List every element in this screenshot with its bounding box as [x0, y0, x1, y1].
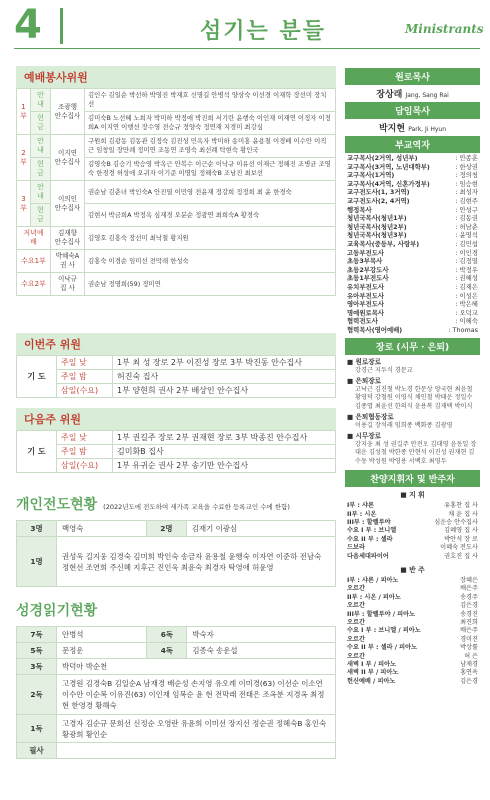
service-text: 1부 유귀순 권사 2부 송기만 안수집사: [113, 459, 336, 473]
prayer-label: 기 도: [17, 431, 57, 473]
conductor-heading: ■ 지 휘: [400, 491, 425, 500]
associate-row-name: : 이성은: [455, 291, 478, 300]
accompanist-row: [347, 644, 478, 652]
role-cell: 안내: [31, 135, 51, 158]
conductor-row: [347, 553, 478, 561]
associate-row-role: 청년국목사(청년2부): [347, 222, 407, 231]
this-week-table: [16, 355, 336, 398]
associate-row-role: 교구목사(3거역, 노년대학부): [347, 162, 430, 171]
conductor-row-name: 심운승 안수집사: [434, 518, 478, 526]
next-week-table: [16, 430, 336, 473]
accompanist-row-role: 헌신예배 / 피아노: [347, 677, 396, 685]
evangelism-section: [16, 494, 336, 587]
associate-row: [347, 206, 478, 215]
role-cell: 헌금: [31, 112, 51, 135]
associate-row-name: : 임승현: [455, 179, 478, 188]
accompanist-row-role: 수요 II 부 : 셀라 / 피아노: [347, 644, 418, 652]
names-cell: 박숙자: [187, 627, 336, 643]
accompanist-row: [347, 594, 478, 602]
role-cell: 안내: [31, 181, 51, 204]
associate-row-name: : 정의청: [455, 171, 478, 180]
associate-row-role: 청년국목사(청년1부): [347, 214, 407, 223]
leader-cell: 이낙규 집 사: [51, 273, 85, 296]
associate-row-role: 교구전도사(2, 4거역): [347, 196, 410, 205]
table-row: [17, 521, 336, 537]
elder-group-heading: ■ 은퇴협동장로: [347, 413, 394, 422]
accompanist-row-role: 수요 I 부 : 브니엘 / 피아노: [347, 627, 421, 635]
senior-pastor-en: Jang, Sang Rai: [405, 92, 449, 99]
associate-row-name: : 이혜숙: [455, 317, 478, 326]
conductors-list: [345, 501, 480, 562]
count-label: 6독: [147, 627, 187, 643]
associate-row-name: : 안종훈: [455, 154, 478, 162]
names-cell: 구원희 김광동 김동관 김정숙 김진성 민옥자 박미하 송미홍 윤용철 이경배 이수안 이직근 임창일 장만례 정미연 조동연 조영숙 최선례 탁현숙 황인국: [85, 135, 336, 158]
service-text: 1부 최 성 장로 2부 이진성 장로 3부 박진동 안수집사: [113, 356, 336, 370]
conductor-row-name: 이혜숙 전도사: [440, 544, 478, 552]
names-cell: 김현서 박금희A 박정옥 심재경 오분순 정광연 최희숙A 황경숙: [85, 204, 336, 227]
associate-row-name: : 박은혜: [455, 300, 478, 309]
service-name: 주일 낮: [57, 356, 113, 370]
associate-row-role: 행정목사: [347, 205, 372, 214]
accompanist-row-name: 장혜은: [460, 576, 478, 584]
conductor-row: [347, 544, 478, 552]
table-row: [17, 715, 336, 743]
table-row: [17, 445, 336, 459]
conductor-row-name: 권호진 집 사: [444, 552, 478, 560]
table-row: [17, 250, 336, 273]
accompanist-row-role: 오르간: [347, 618, 365, 626]
conductor-row-role: 다음세대파이어: [347, 552, 389, 560]
table-row: [17, 643, 336, 659]
table-row: [17, 431, 336, 445]
names-cell: 김인수 김일순 박선하 박영진 박재호 신명길 안병석 양상숙 이선경 이재학 장선미 장치선: [85, 89, 336, 112]
accompanist-row-name: 홍연옥: [460, 669, 478, 677]
accompanist-row-name: 송경주: [460, 593, 478, 601]
associate-row: [347, 231, 478, 240]
leader-cell: 박혜숙A 권 사: [51, 250, 85, 273]
evangelism-table: [16, 520, 336, 587]
table-row: [17, 459, 336, 473]
part-cell: 저녁예배: [17, 227, 51, 250]
role-cell: 안내: [31, 89, 51, 112]
accompanist-row-role: 새벽 II 부 / 피아노: [347, 669, 399, 677]
page-title-en: Ministrants: [405, 22, 484, 36]
page-header: [0, 0, 490, 50]
table-row: [17, 135, 336, 158]
accompanist-row-name: 김은경: [460, 602, 478, 610]
associate-row-name: : 김재은: [455, 282, 478, 291]
conductor-row-role: I부 : 샤론: [347, 502, 375, 510]
associate-row: [347, 197, 478, 206]
associate-row-role: 유아부전도사: [347, 291, 385, 300]
this-week-section: [16, 333, 336, 398]
leader-cell: 이지연 안수집사: [51, 135, 85, 181]
conductor-row-role: II부 : 시온: [347, 510, 377, 518]
count-label: 필사: [17, 743, 57, 759]
bible-reading-section: [16, 600, 336, 759]
names-cell: 문정운: [57, 643, 147, 659]
accompanist-heading: ■ 반 주: [400, 565, 425, 574]
accompanist-row-role: II부 : 시온 / 피아노: [347, 593, 401, 601]
service-committee-table: [16, 88, 336, 296]
elders-list: [345, 355, 480, 467]
elders-heading: 장로 (시무 · 은퇴): [345, 338, 480, 355]
senior-pastor: [345, 85, 480, 100]
table-row: [17, 743, 336, 759]
names-cell: 김종숙 송운섭: [187, 643, 336, 659]
service-text: 1부 양현희 권사 2부 배상인 안수집사: [113, 384, 336, 398]
count-label: 7독: [17, 627, 57, 643]
count-label: 2독: [17, 675, 57, 715]
leader-cell: 조광행 안수집사: [51, 89, 85, 135]
table-row: [17, 627, 336, 643]
associate-row: [347, 300, 478, 309]
pastor: [345, 119, 480, 134]
elder-group-names: 고낙근 김진철 박노경 한문상 양국현 최윤철 황영덕 강철원 이영식 채인철 박태운 정일수 김종엽 최윤선 한의식 윤용복 김재택 박이식: [355, 386, 473, 410]
count-label: 2명: [146, 521, 186, 537]
associates-heading: 부교역자: [345, 136, 480, 153]
senior-pastor-name: 장상래: [376, 90, 403, 100]
associate-row-name: : 한상권: [455, 162, 478, 171]
table-row: [17, 273, 336, 296]
associate-row-role: 교구목사(1거역): [347, 171, 395, 180]
associate-row-role: 교구전도사(1, 3거역): [347, 188, 410, 197]
accompanist-row-role: 오르간: [347, 652, 365, 660]
accompanist-row-role: 새벽 I 부 / 피아노: [347, 661, 397, 668]
accompanist-row: [347, 602, 478, 610]
names-cell: 백영숙: [57, 521, 147, 537]
names-cell: 고경자 김순규 문희선 신정순 오영란 유윤희 이미선 장지선 정순권 정혜숙B 홍인숙 황광희 황인순: [57, 715, 336, 743]
count-label: 3명: [17, 521, 57, 537]
associate-row: [347, 274, 478, 283]
names-cell: 고경원 김경숙B 김일순A 남재경 배순성 손지영 유오례 이미경(63) 이선순 이소연 이수안 이순복 이유진(63) 이인재 임복순 윤 현 전막래 전태은 조옥분 지경옥 최정현 한영경 황해숙: [57, 675, 336, 715]
count-label: 4독: [147, 643, 187, 659]
table-row: [17, 384, 336, 398]
conductor-row: [347, 527, 478, 535]
associate-row-name: : 박정우: [455, 265, 478, 274]
associate-row: [347, 214, 478, 223]
accompanist-row: [347, 577, 478, 585]
associate-row-role: 교구목사(4거역, 신혼가정부): [347, 179, 430, 188]
accompanist-row: [347, 636, 478, 644]
accompanist-row: [347, 585, 478, 593]
service-text: 1부 권길주 장로 2부 권재현 장로 3부 박종진 안수집사: [113, 431, 336, 445]
service-name: 삼일(수요): [57, 459, 113, 473]
page-number-divider: [60, 8, 63, 44]
conductor-row-name: 김혜영 집 사: [444, 527, 478, 535]
associate-row: [347, 171, 478, 180]
table-row: [17, 356, 336, 370]
associate-row: [347, 154, 478, 163]
names-cell: 권순남 김춘녀 박인숙A 안진열 이민영 전윤재 정강희 정정희 최 윤 한경숙: [85, 181, 336, 204]
accompanists-list: [345, 576, 480, 687]
associate-row-name: : 이인경: [455, 248, 478, 257]
conductor-row-name: 박안석 장 로: [444, 535, 478, 543]
associate-row: [347, 317, 478, 326]
names-cell: 김재기 이광심: [186, 521, 335, 537]
pastor-name: 박지현: [378, 124, 406, 134]
pastor-en: Park, Ji Hyun: [408, 126, 447, 133]
accompanist-row: [347, 611, 478, 619]
associate-row-name: : 안성구: [455, 205, 478, 214]
associate-row-role: 초등1부전도사: [347, 274, 389, 283]
associate-row-role: 유치부전도사: [347, 282, 385, 291]
accompanist-row-name: 김은경: [460, 677, 478, 685]
next-week-title: 다음주 위원: [16, 408, 336, 430]
associate-row-role: 교구목사(2거역, 성년부): [347, 154, 418, 162]
conductor-row-role: 드보라: [347, 544, 365, 552]
associate-row: [347, 326, 478, 335]
elder-group-heading: ■ 시무장로: [347, 432, 382, 441]
service-name: 삼일(수요): [57, 384, 113, 398]
service-name: 주일 낮: [57, 431, 113, 445]
leader-cell: 이의인 안수집사: [51, 181, 85, 227]
accompanist-row-name: 허 은: [464, 652, 478, 660]
associate-row: [347, 257, 478, 266]
evangelism-header: [16, 494, 336, 514]
accompanist-row: [347, 627, 478, 635]
this-week-title: 이번주 위원: [16, 333, 336, 355]
accompanist-row-role: 오르간: [347, 585, 365, 593]
accompanist-row-name: 박상률: [460, 644, 478, 652]
associate-row-name: : 김정열: [455, 257, 478, 266]
count-label: 3독: [17, 659, 57, 675]
associate-row-role: 초등2부강도사: [347, 265, 389, 274]
page-number: 4: [14, 2, 42, 48]
bible-reading-title: 성경읽기현황: [16, 603, 98, 619]
evangelism-note: (2022년도에 전도하여 새가족 교육을 수료한 등록교인 수에 한함): [103, 503, 290, 511]
elder-group-names: 강지웅 최 성 권길주 안전오 김대영 윤동일 장대운 김성철 박한종 안현석 이진성 권재현 김수동 박성원 박영용 서백호 최영두: [355, 440, 477, 465]
accompanist-row-name: 송경진: [460, 610, 478, 618]
names-cell: 안병석: [57, 627, 147, 643]
conductor-row-name: 채 윤 집 사: [448, 510, 478, 518]
associate-row-name: : Thomas: [448, 325, 478, 334]
associate-row-role: 교육목사(중등부, 사랑부): [347, 239, 420, 248]
associate-row: [347, 292, 478, 301]
conductor-row-role: III부 : 할렐루야: [347, 518, 391, 526]
associate-row-name: : 권혜성: [455, 274, 478, 283]
associate-row-role: 초등3부목사: [347, 257, 383, 266]
accompanist-row-role: III부 : 할렐루야 / 피아노: [347, 610, 416, 618]
leader-cell: 김재향 안수집사: [51, 227, 85, 250]
accompanist-row-role: I부 : 샤론 / 피아노: [347, 576, 399, 584]
associate-row: [347, 163, 478, 172]
service-text: 김미화B 집사: [113, 445, 336, 459]
bible-reading-table: [16, 626, 336, 759]
associate-row-role: 영아부전도사: [347, 300, 385, 309]
senior-pastor-heading: 원로목사: [345, 68, 480, 85]
conductor-row: [347, 511, 478, 519]
names-cell: 김미숙B 노선혜 노희자 박미하 박정애 박진희 서기란 윤행숙 이인재 이재연 이정자 이정희A 이지연 이행선 장수영 전승규 정양숙 정연재 지경미 최강심: [85, 112, 336, 135]
page-title: 섬기는 분들: [200, 19, 326, 44]
associate-row-role: 청년국목사(청년3부): [347, 231, 407, 240]
part-cell: 수요1부: [17, 250, 51, 273]
part-cell: 2부: [17, 135, 31, 181]
service-committee-section: [16, 66, 336, 296]
associates-list: [345, 153, 480, 335]
table-row: [17, 659, 336, 675]
associate-row: [347, 309, 478, 318]
evangelism-title: 개인전도현황: [16, 497, 98, 513]
part-cell: 1부: [17, 89, 31, 135]
service-name: 주일 밤: [57, 370, 113, 384]
staff-column: [345, 68, 480, 687]
names-cell: 김영숙B 김승기 박승영 박옥근 안복수 이근순 이낙규 이유선 이재근 정해진 조병균 조영숙 한경경 허성애 오귀자 이기준 이명일 정해숙B 조남진 최보선: [85, 158, 336, 181]
table-row: [17, 89, 336, 112]
elder-group-heading: ■ 원로장로: [347, 358, 382, 367]
names-cell: 김영호 김홍숙 장선미 최낙철 황지원: [85, 227, 336, 250]
table-row: [17, 181, 336, 204]
associate-row: [347, 240, 478, 249]
pastor-heading: 담임목사: [345, 102, 480, 119]
accompanist-row-name: 남재경: [460, 661, 478, 668]
part-cell: 3부: [17, 181, 31, 227]
conductor-row: [347, 536, 478, 544]
prayer-label: 기 도: [17, 356, 57, 398]
associate-row-name: : 윤영석: [455, 231, 478, 240]
accompanist-row: [347, 653, 478, 661]
accompanist-row: [347, 669, 478, 677]
service-text: 허진숙 집사: [113, 370, 336, 384]
count-label: 1명: [17, 537, 57, 587]
associate-row-role: 명예원로목사: [347, 308, 385, 317]
accompanist-row: [347, 678, 478, 686]
service-name: 주일 밤: [57, 445, 113, 459]
accompanist-row-name: 경미진: [460, 635, 478, 643]
names-cell: 권순남 정명희(59) 정미연: [85, 273, 336, 296]
part-cell: 수요2부: [17, 273, 51, 296]
associate-row-role: 협력전도사: [347, 317, 378, 326]
conductor-row-role: 수요 II 부 : 셀라: [347, 535, 393, 543]
names-cell: 김홍숙 이경순 임미선 전막래 한성숙: [85, 250, 336, 273]
choir-heading: 찬양지휘자 및 반주자: [345, 470, 480, 487]
names-cell: 권성욱 길지웅 김경숙 김미희 박인숙 송금자 윤용철 윤행숙 이자연 이준하 전남숙 정현선 조연희 주신혜 지후근 진인욱 최윤숙 최경자 탁영애 허윤영: [57, 537, 336, 587]
accompanist-row-name: 최진희: [460, 618, 478, 626]
associate-row-name: : 최성자: [455, 188, 478, 197]
associate-row: [347, 249, 478, 258]
elder-group-heading: ■ 은퇴장로: [347, 377, 382, 386]
accompanist-row-role: 오르간: [347, 635, 365, 643]
table-row: [17, 227, 336, 250]
table-row: [17, 370, 336, 384]
count-label: 1독: [17, 715, 57, 743]
associate-row: [347, 188, 478, 197]
role-cell: 헌금: [31, 158, 51, 181]
count-label: 5독: [17, 643, 57, 659]
conductor-row: [347, 502, 478, 510]
associate-row: [347, 283, 478, 292]
names-cell: [57, 743, 336, 759]
associate-row-name: : 오덕교: [455, 308, 478, 317]
elder-group-names: 강경근 지두식 경문교: [355, 367, 413, 375]
associate-row-name: : 김동권: [455, 214, 478, 223]
elder-group-names: 이용길 장석래 임희종 백화종 김광영: [355, 421, 453, 429]
associate-row-name: : 허남춘: [455, 222, 478, 231]
associate-row-role: 협력목사(영어예배): [347, 325, 403, 334]
table-row: [17, 675, 336, 715]
associate-row-name: : 김현주: [455, 196, 478, 205]
next-week-section: [16, 408, 336, 473]
table-row: [17, 537, 336, 587]
associate-row-name: : 김민섭: [455, 239, 478, 248]
names-cell: 박덕아 박순천: [57, 659, 336, 675]
service-committee-title: 예배봉사위원: [16, 66, 336, 88]
conductor-row-name: 유홍찬 집 사: [444, 502, 478, 510]
accompanist-row-name: 배은주: [460, 627, 478, 635]
accompanist-row-name: 배은주: [460, 585, 478, 593]
header-divider: [14, 48, 480, 49]
accompanist-row-role: 오르간: [347, 602, 365, 610]
role-cell: 헌금: [31, 204, 51, 227]
associate-row-role: 고등부전도사: [347, 248, 385, 257]
conductor-row-role: 수요 I 부 : 브니엘: [347, 527, 397, 535]
